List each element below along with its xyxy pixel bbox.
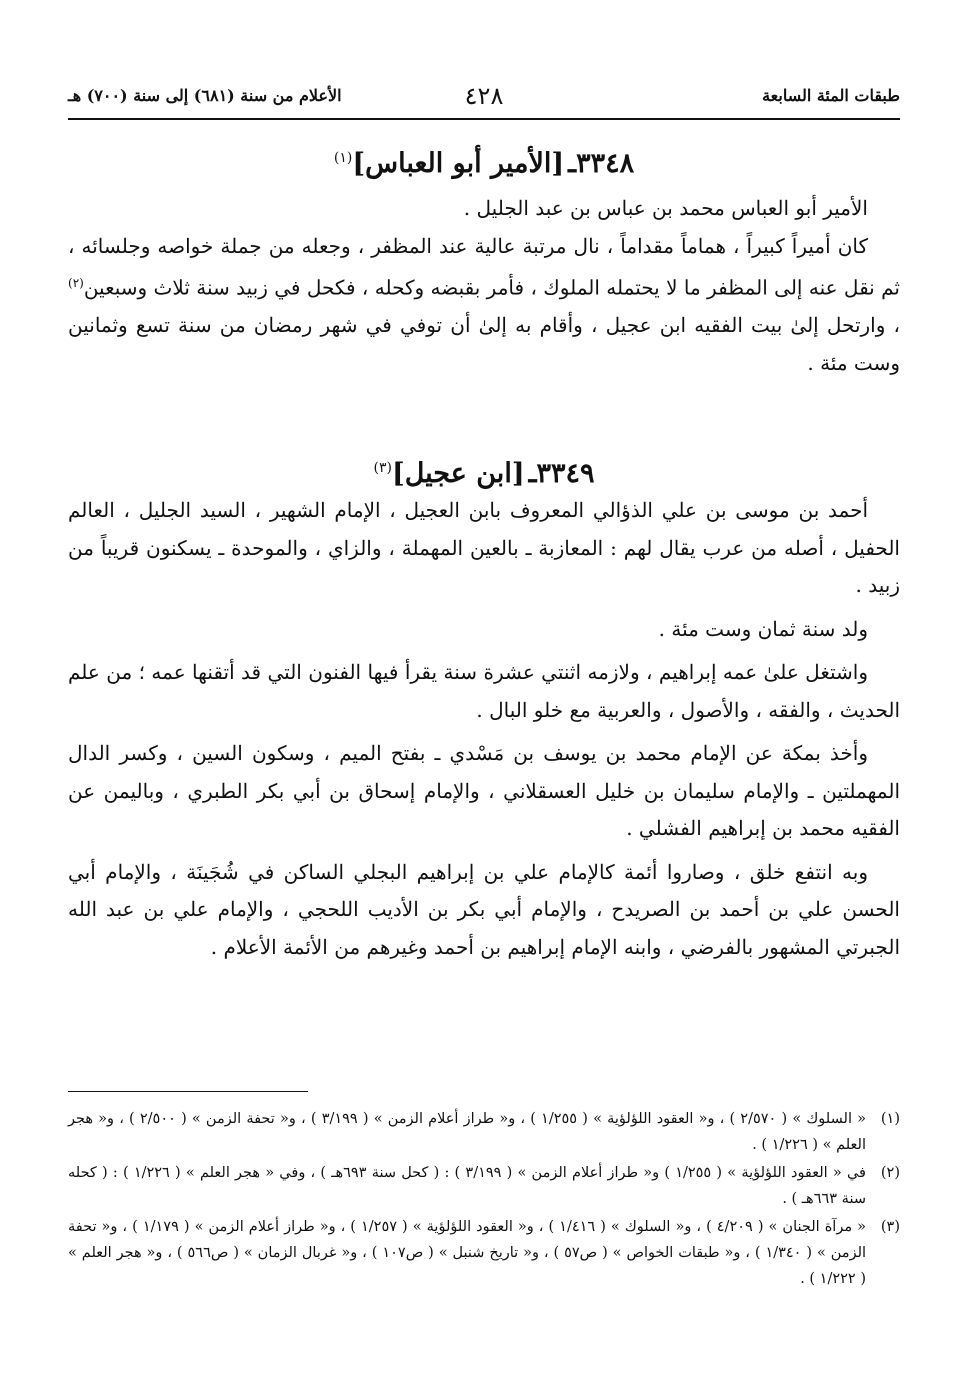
page-number: ٤٢٨ bbox=[464, 82, 504, 110]
footnote-ref: (٣) bbox=[373, 460, 392, 476]
paragraph: واشتغل علىٰ عمه إبراهيم ، ولازمه اثنتي عشرة سنة يقرأ فيها الفنون التي قد أتقنها عمه ؛ من علم الحديث ، والفقه ، والأصول ، والعربية مع خلو البال . bbox=[68, 660, 900, 722]
paragraph: وبه انتفع خلق ، وصاروا أئمة كالإمام علي بن إبراهيم البجلي الساكن في شُجَينَة ، والإمام أبي الحسن علي بن أحمد بن الصريدح ، والإمام أبي بكر بن الأديب اللحجي ، والإمام علي بن عبد الله الجبرتي المشهور بالفرضي ، وابنه الإمام إبراهيم بن أحمد وغيرهم من الأئمة الأعلام . bbox=[68, 859, 900, 959]
footnote-3 bbox=[68, 1214, 900, 1292]
entry-title-3348 bbox=[68, 138, 900, 184]
paragraph: كان أميراً كبيراً ، هماماً مقداماً ، نال مرتبة عالية عند المظفر ، وجعله من جملة خواصه وجلسائه ، ثم نقل عنه إلى المظفر ما لا يحتمله الملوك ، فأمر بقبضه وكحله ، فكحل في زبيد سنة ثلاث وسبعين$^{(٢)}$ ، وارتحل إلىٰ بيت الفقيه ابن عجيل ، وأقام به إلىٰ أن توفي في شهر رمضان من سنة تسع وثمانين وست مئة . bbox=[68, 233, 900, 375]
entry-name: [الأمير أبو العباس] bbox=[352, 148, 565, 179]
footnote-number: (١) bbox=[880, 1111, 900, 1127]
entry-number: ٣٣٤٩ـ bbox=[528, 458, 595, 489]
entry-number: ٣٣٤٨ـ bbox=[568, 148, 635, 179]
footnote-divider bbox=[68, 1091, 308, 1092]
footnote-2 bbox=[68, 1160, 900, 1212]
footnote-1 bbox=[68, 1106, 900, 1158]
header-book-section: طبقات المئة السابعة bbox=[762, 86, 900, 105]
paragraph: وأخذ بمكة عن الإمام محمد بن يوسف بن مَسْدي ـ بفتح الميم ، وسكون السين ، وكسر الدال المهملتين ـ والإمام سليمان بن خليل العسقلاني ، والإمام إسحاق بن أبي بكر الطبري ، وباليمن عن الفقيه محمد بن إبراهيم الفشلي . bbox=[68, 741, 900, 840]
header-range: الأعلام من سنة (٦٨١) إلى سنة (٧٠٠) هـ bbox=[68, 86, 342, 105]
footnote-text: « السلوك » ( ٢/٥٧٠ ) ، و« العقود اللؤلؤية » ( ١/٢٥٥ ) ، و« طراز أعلام الزمن » ( ٣/١٩٩ ) ، و« تحفة الزمن » ( ٢/٥٠٠ ) ، و« هجر العلم » ( ١/٢٢٦ ) . bbox=[68, 1111, 867, 1153]
footnote-ref: (٢) bbox=[68, 276, 84, 290]
paragraph: ولد سنة ثمان وست مئة . bbox=[658, 616, 868, 641]
paragraph: أحمد بن موسى بن علي الذؤالي المعروف بابن العجيل ، الإمام الشهير ، السيد الجليل ، العالم الحفيل ، أصله من عرب يقال لهم : المعازبة ـ بالعين المهملة ، والزاي ، والموحدة ـ يسكنون قريباً من زبيد . bbox=[68, 498, 900, 597]
entry-body-3349 bbox=[68, 492, 900, 966]
paragraph: الأمير أبو العباس محمد بن عباس بن عبد الجليل . bbox=[463, 196, 868, 220]
page-header bbox=[68, 80, 900, 120]
entry-title-3349 bbox=[68, 448, 900, 494]
footnote-ref: (١) bbox=[333, 150, 353, 166]
footnote-number: (٣) bbox=[880, 1219, 900, 1235]
entry-name: [ابن عجيل] bbox=[391, 458, 525, 489]
book-page bbox=[68, 80, 900, 1287]
entry-body-3348 bbox=[68, 190, 900, 382]
footnote-text: في « العقود اللؤلؤية » ( ١/٢٥٥ ) و« طراز أعلام الزمن » ( ٣/١٩٩ ) : ( كحل سنة ٦٩٣هـ ) ، وفي « هجر العلم » ( ١/٢٢٦ ) : ( كحله سنة ٦٦٣هـ ) . bbox=[68, 1165, 866, 1207]
footnote-number: (٢) bbox=[880, 1165, 900, 1181]
footnotes bbox=[68, 1106, 900, 1294]
footnote-text: « مرآة الجنان » ( ٤/٢٠٩ ) ، و« السلوك » ( ١/٤١٦ ) ، و« العقود اللؤلؤية » ( ١/٢٥٧ ) ، و« طراز أعلام الزمن » ( ١/١٧٩ ) ، و« تحفة الزمن » ( ١/٣٤٠ ) ، و« طبقات الخواص » ( ص٥٧ ) ، و« تاريخ شنبل » ( ص١٠٧ ) ، و« غربال الزمان » ( ص٥٦٦ ) ، و« هجر العلم » ( ١/٢٢٢ ) . bbox=[68, 1219, 867, 1287]
